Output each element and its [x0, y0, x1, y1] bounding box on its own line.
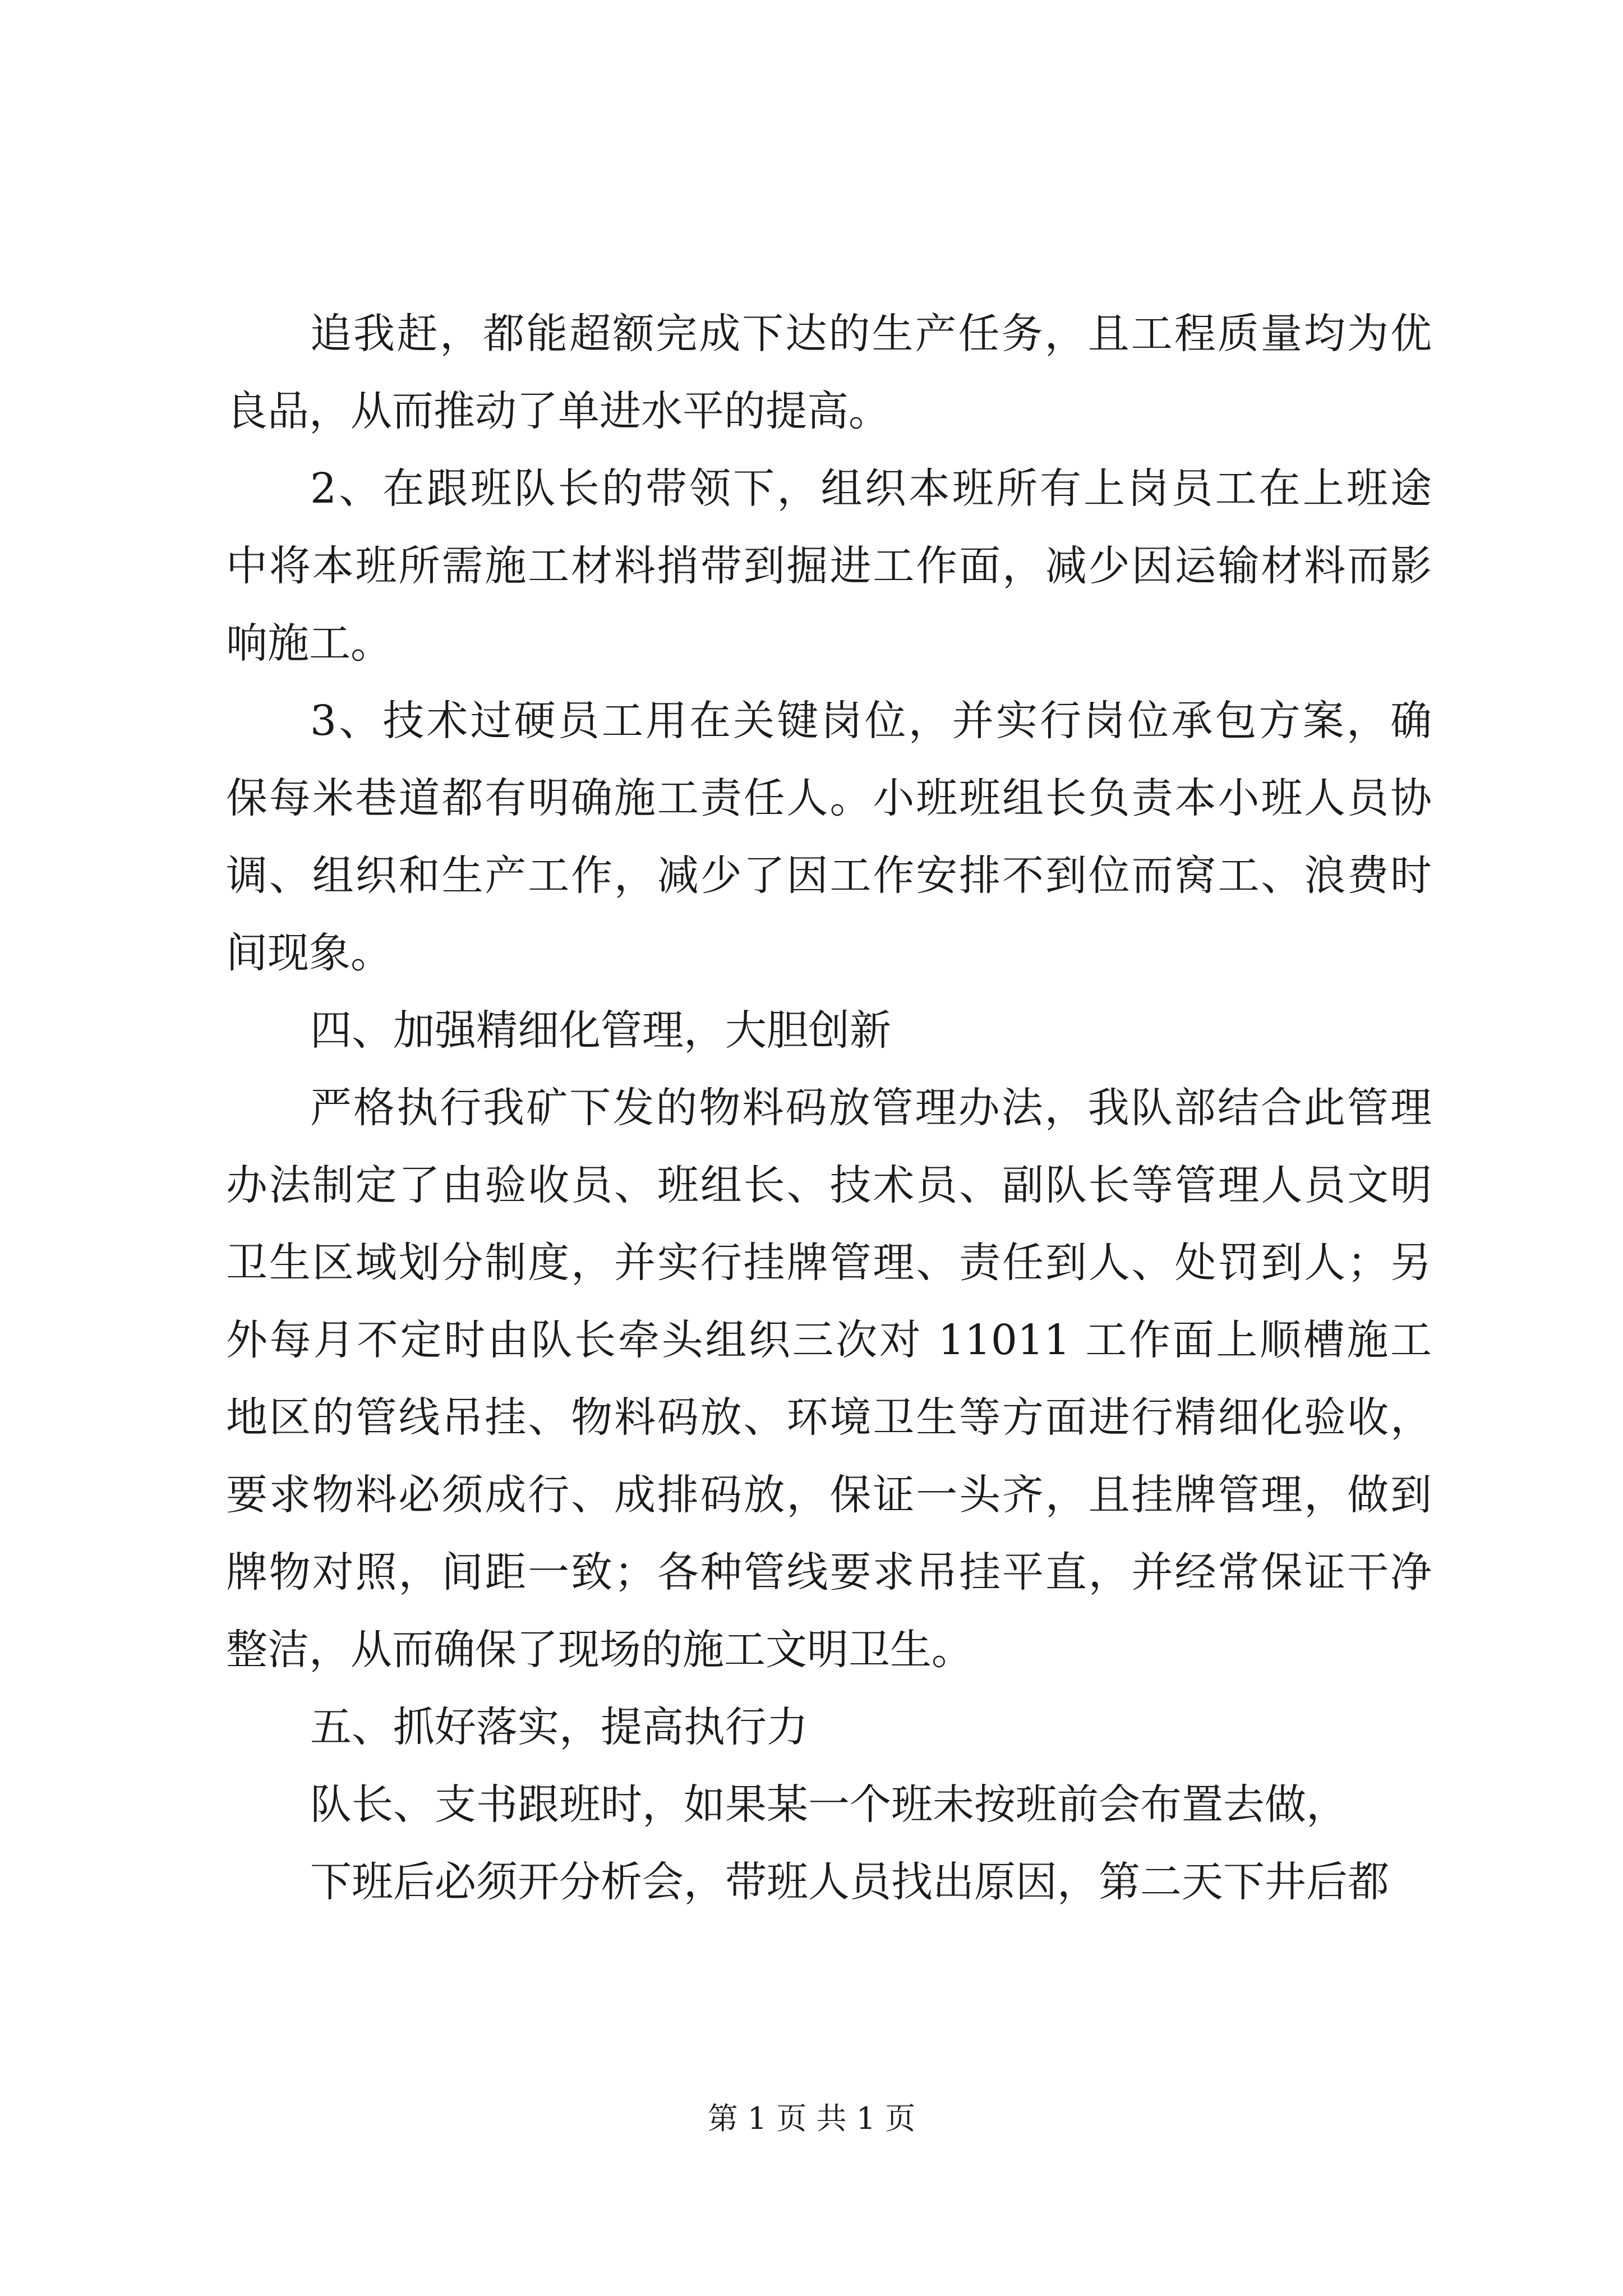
text-line: 追我赶，都能超额完成下达的生产任务，且工程质量均为优 [310, 310, 1432, 358]
section-heading: 四、加强精细化管理，大胆创新 [310, 1006, 891, 1055]
text-line: 下班后必须开分析会，带班人员找出原因，第二天下井后都 [310, 1858, 1389, 1906]
text-line: 牌物对照，间距一致；各种管线要求吊挂平直，并经常保证干净 [226, 1548, 1432, 1596]
text-line: 整洁，从而确保了现场的施工文明卫生。 [226, 1626, 973, 1674]
text-line: 办法制定了由验收员、班组长、技术员、副队长等管理人员文明 [226, 1161, 1432, 1209]
text-line: 要求物料必须成行、成排码放，保证一头齐，且挂牌管理，做到 [226, 1471, 1432, 1519]
text-line: 严格执行我矿下发的物料码放管理办法，我队部结合此管理 [310, 1084, 1432, 1132]
text-line: 调、组织和生产工作，减少了因工作安排不到位而窝工、浪费时 [226, 852, 1432, 900]
page-number-footer: 第 1 页 共 1 页 [707, 2101, 916, 2136]
text-line: 3、技术过硬员工用在关键岗位，并实行岗位承包方案，确 [310, 697, 1432, 745]
document-body [226, 295, 1432, 1921]
text-line: 保每米巷道都有明确施工责任人。小班班组长负责本小班人员协 [226, 774, 1432, 822]
text-line: 响施工。 [226, 619, 392, 668]
text-line: 中将本班所需施工材料捎带到掘进工作面，减少因运输材料而影 [226, 542, 1432, 590]
text-line: 外每月不定时由队长牵头组织三次对 11011 工作面上顺槽施工 [226, 1316, 1432, 1364]
text-line: 间现象。 [226, 929, 392, 977]
text-line: 地区的管线吊挂、物料码放、环境卫生等方面进行精细化验收， [226, 1393, 1432, 1442]
text-line: 卫生区域划分制度，并实行挂牌管理、责任到人、处罚到人；另 [226, 1239, 1432, 1287]
text-line: 2、在跟班队长的带领下，组织本班所有上岗员工在上班途 [310, 464, 1432, 513]
text-line: 良品，从而推动了单进水平的提高。 [226, 387, 890, 435]
section-heading: 五、抓好落实，提高执行力 [310, 1703, 808, 1751]
text-line: 队长、支书跟班时，如果某一个班未按班前会布置去做， [310, 1780, 1348, 1829]
